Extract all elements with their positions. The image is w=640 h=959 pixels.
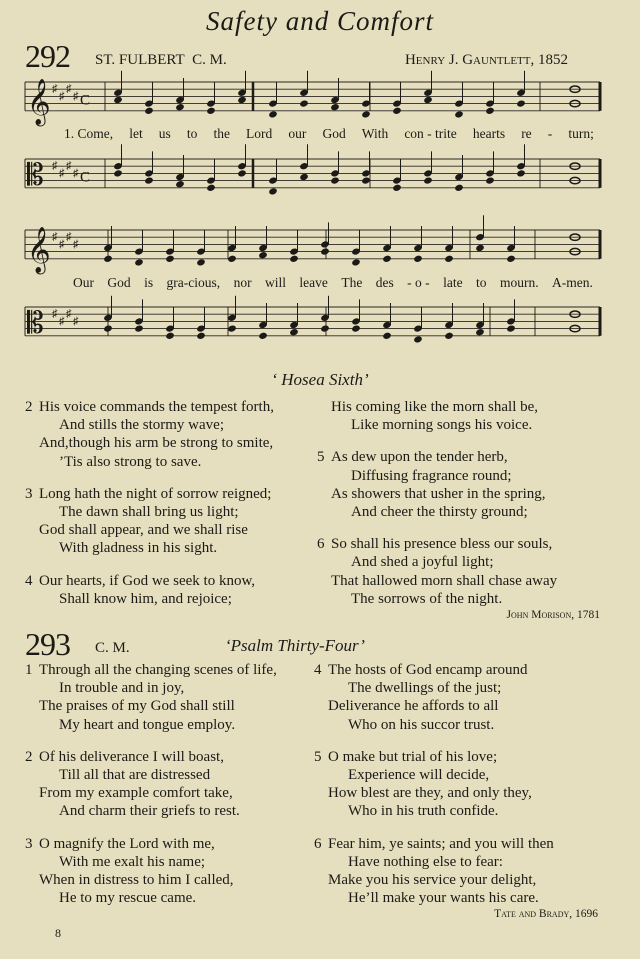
note-head (320, 247, 330, 255)
sharp-icon: ♯ (66, 308, 72, 321)
verse-line (328, 871, 554, 889)
note-head (361, 110, 371, 118)
verse (25, 748, 277, 821)
note-head (144, 107, 154, 115)
verse-text: Of his deliverance I will boast, (39, 748, 224, 765)
lyric-syllable: to (476, 275, 487, 290)
lyric-syllable: let (129, 126, 143, 141)
verse (25, 398, 274, 471)
verse-line (331, 416, 557, 434)
verse-line (317, 448, 557, 466)
hymn-293-right-column (314, 661, 554, 921)
lyric-syllable: God (107, 275, 131, 290)
lyric-syllable: late (443, 275, 463, 290)
note-head (475, 244, 485, 252)
verse-text: When in distress to him I called, (39, 872, 234, 889)
verse-number: 4 (25, 572, 33, 589)
lyric-syllable: Lord (246, 126, 273, 141)
verse-text: Who in his truth confide. (348, 803, 499, 820)
verse-text: With gladness in his sight. (59, 540, 218, 557)
lyric-syllable: to (186, 126, 198, 141)
verse-text: In trouble and in joy, (59, 680, 185, 697)
sharp-icon: ♯ (52, 308, 58, 321)
verse (25, 572, 274, 608)
verse-text: Shall know him, and rejoice; (59, 590, 232, 607)
page-number: 8 (55, 926, 61, 940)
note-head (454, 184, 464, 192)
verse-number: 3 (25, 835, 33, 852)
note-head (423, 176, 433, 184)
verse-text: Our hearts, if God we seek to know, (39, 572, 256, 589)
hymn-293-left-column (25, 661, 277, 921)
note-head (113, 169, 123, 177)
note-head (330, 176, 340, 184)
note-head (134, 324, 144, 332)
note-head (237, 169, 247, 177)
text-title-292: ‘ Hosea Sixth’ (271, 370, 369, 389)
author-293: Tate and Brady, 1696 (494, 908, 598, 920)
verse-line (39, 716, 277, 734)
note-head (206, 184, 216, 192)
verse-text: The hosts of God encamp around (328, 662, 528, 678)
note-head (289, 255, 299, 263)
note-head (444, 255, 454, 263)
verse-line (328, 697, 554, 715)
verse-line (331, 590, 557, 608)
verse-text: And charm their griefs to rest. (59, 803, 240, 820)
note-head (103, 324, 113, 332)
verse-text: He’ll make your wants his care. (348, 890, 539, 907)
sharp-icon: ♯ (73, 238, 79, 251)
verse-line (314, 661, 554, 679)
note-head (475, 328, 485, 336)
sharp-icon: ♯ (66, 83, 72, 96)
verse-number: 5 (317, 449, 325, 466)
note-head (175, 103, 185, 111)
verse-line (328, 679, 554, 697)
note-head (299, 99, 309, 107)
page-title: Safety and Comfort (206, 6, 434, 36)
verse-line (25, 485, 274, 503)
bass-clef-icon: 𝄡 (27, 306, 44, 340)
verse-line (314, 748, 554, 766)
bass-clef-icon: 𝄡 (27, 158, 44, 192)
note-head (268, 110, 278, 118)
lyric-syllable: Our (73, 275, 94, 290)
lyric-syllable: re (521, 126, 532, 141)
verse-line (39, 802, 277, 820)
hymn-292-right-column (317, 398, 557, 622)
verse-text: And stills the stormy wave; (59, 417, 224, 434)
verse-line (328, 784, 554, 802)
sharp-icon: ♯ (73, 90, 79, 103)
lyrics-line-1 (64, 126, 594, 142)
verse-line (39, 871, 277, 889)
verse-text: How blest are they, and only they, (328, 785, 532, 802)
lyric-syllable: - (547, 126, 553, 141)
text-title-293: ‘Psalm Thirty-Four’ (225, 636, 365, 655)
lyrics-line-2 (73, 275, 593, 291)
note-head (392, 184, 402, 192)
hymn-number-293: 293 (25, 626, 70, 662)
note-head (320, 324, 330, 332)
verse-text: The praises of my God shall still (39, 698, 235, 715)
note-head (516, 99, 526, 107)
note-head (227, 324, 237, 332)
verse (25, 661, 277, 734)
verse-line (39, 697, 277, 715)
lyric-syllable: nor (233, 275, 252, 290)
verse-line (317, 535, 557, 553)
verse-text: Like morning songs his voice. (351, 417, 533, 434)
verse (25, 485, 274, 558)
lyric-syllable: hearts (472, 126, 506, 141)
lyric-syllable: A-men. (552, 275, 593, 290)
verse-line (25, 398, 274, 416)
verse-line (39, 679, 277, 697)
sharp-icon: ♯ (52, 231, 58, 244)
sharp-icon: ♯ (66, 231, 72, 244)
verse-line (331, 572, 557, 590)
sharp-icon: ♯ (52, 160, 58, 173)
verse-text: Have nothing else to fear: (348, 853, 503, 870)
verse-text: O make but trial of his love; (328, 748, 498, 765)
verse-line (39, 889, 277, 907)
verse-text: The dwellings of the just; (348, 680, 502, 697)
verse-text: God shall appear, and we shall rise (39, 522, 248, 539)
note-head (351, 324, 361, 332)
lyric-syllable: our (288, 126, 307, 141)
sharp-icon: ♯ (73, 167, 79, 180)
note-head (413, 255, 423, 263)
note-head (258, 332, 268, 340)
verse-number: 4 (314, 662, 322, 678)
verse (317, 398, 557, 434)
verse-text: And,though his arm be strong to smite, (39, 435, 274, 452)
verse-text: He to my rescue came. (59, 890, 197, 907)
music-score (0, 0, 640, 360)
verse-text: Till all that are distressed (59, 767, 211, 784)
sharp-icon: ♯ (59, 238, 65, 251)
verse-number: 5 (314, 748, 322, 765)
note-head (165, 332, 175, 340)
verse (314, 835, 554, 908)
verse-line (317, 398, 557, 416)
verse-line (328, 716, 554, 734)
note-head (485, 107, 495, 115)
verse-number: 2 (25, 399, 33, 415)
hymn-number-292: 292 (25, 38, 70, 74)
verse-text: With me exalt his name; (59, 853, 206, 870)
lyric-syllable: leave (299, 275, 328, 290)
verse-text: Diffusing fragrance round; (351, 467, 512, 484)
note-head (444, 332, 454, 340)
note-head (351, 258, 361, 266)
verse-text: And cheer the thirsty ground; (351, 504, 528, 521)
verse-line (39, 453, 274, 471)
author-292: John Morison, 1781 (506, 609, 600, 621)
verse-text: His coming like the morn shall be, (331, 399, 539, 415)
sharp-icon: ♯ (52, 83, 58, 96)
note-head (289, 328, 299, 336)
verse-text: Who on his succor trust. (348, 716, 495, 733)
note-head (506, 255, 516, 263)
verse-text: Make you his service your delight, (328, 872, 537, 889)
note-head (454, 110, 464, 118)
note-head (144, 176, 154, 184)
verse-line (39, 521, 274, 539)
verse-text: Long hath the night of sorrow reigned; (39, 485, 272, 502)
verse-line (39, 503, 274, 521)
common-time-icon: C (80, 169, 91, 186)
note-head (423, 96, 433, 104)
lyric-syllable: The (341, 275, 363, 290)
lyric-syllable: - o - (407, 275, 430, 290)
verse-line (39, 416, 274, 434)
note-head (382, 255, 392, 263)
verse-text: From my example comfort take, (39, 785, 233, 802)
note-head (165, 255, 175, 263)
verse (317, 448, 557, 521)
note-head (506, 324, 516, 332)
verse-line (331, 485, 557, 503)
verse-line (39, 853, 277, 871)
note-head (268, 187, 278, 195)
verse-line (331, 553, 557, 571)
verse-number: 3 (25, 485, 33, 502)
note-head (103, 255, 113, 263)
verse-line (331, 503, 557, 521)
note-head (516, 169, 526, 177)
verse-number: 6 (314, 835, 322, 852)
lyric-syllable: des (375, 275, 394, 290)
verse-text: The sorrows of the night. (351, 590, 503, 607)
note-head (382, 332, 392, 340)
verse-line (25, 572, 274, 590)
lyric-syllable: the (213, 126, 230, 141)
tune-title: ST. FULBERT (95, 52, 185, 68)
verse-line (25, 748, 277, 766)
note-head (413, 335, 423, 343)
verse (314, 661, 554, 734)
hymn-292-left-column (25, 398, 274, 622)
note-head (196, 258, 206, 266)
note-head (258, 251, 268, 259)
note-head (330, 103, 340, 111)
verse-text: His voice commands the tempest forth, (39, 399, 274, 415)
sharp-icon: ♯ (59, 315, 65, 328)
verse (314, 748, 554, 821)
note-head (299, 173, 309, 181)
verse-text: Experience will decide, (348, 767, 490, 784)
lyric-syllable: With (361, 126, 389, 141)
note-head (196, 332, 206, 340)
verse-line (39, 539, 274, 557)
verse-line (39, 590, 274, 608)
sharp-icon: ♯ (59, 90, 65, 103)
sharp-icon: ♯ (73, 315, 79, 328)
verse-line (39, 766, 277, 784)
verse-line (314, 835, 554, 853)
verse-number: 2 (25, 748, 33, 765)
verse-line (328, 802, 554, 820)
verse-text: As showers that usher in the spring, (331, 485, 546, 502)
note-head (113, 96, 123, 104)
note-head (237, 96, 247, 104)
verse-line (25, 835, 277, 853)
verse-text: The dawn shall bring us light; (59, 504, 239, 521)
treble-clef-icon: 𝄞 (27, 226, 51, 272)
verse-text: O magnify the Lord with me, (39, 835, 215, 852)
note-head (134, 258, 144, 266)
sharp-icon: ♯ (59, 167, 65, 180)
verse-text: Fear him, ye saints; and you will then (328, 835, 554, 852)
meter: C. M. (192, 52, 227, 68)
lyric-syllable: will (264, 275, 286, 290)
verse-line (331, 467, 557, 485)
note-head (175, 180, 185, 188)
lyric-syllable: con - trite (404, 126, 457, 141)
lyric-syllable: is (144, 275, 154, 290)
verse-line (328, 766, 554, 784)
lyric-syllable: gra-cious, (166, 275, 221, 290)
note-head (227, 255, 237, 263)
lyric-syllable: God (322, 126, 346, 141)
lyric-syllable: turn; (568, 126, 594, 141)
treble-clef-icon: 𝄞 (27, 78, 51, 124)
composer: Henry J. Gauntlett, 1852 (404, 52, 568, 68)
verse-text: As dew upon the tender herb, (331, 449, 508, 466)
verse-line (39, 434, 274, 452)
verse-line (39, 784, 277, 802)
verse-line (328, 889, 554, 907)
verse-line (25, 661, 277, 679)
lyric-syllable: mourn. (499, 275, 539, 290)
lyric-syllable: 1. Come, (64, 126, 114, 141)
meter-293: C. M. (95, 640, 130, 656)
verse-number: 1 (25, 662, 33, 678)
note-head (485, 176, 495, 184)
verse-text: ’Tis also strong to save. (59, 453, 202, 470)
verse-text: So shall his presence bless our souls, (331, 536, 553, 553)
lyric-syllable: us (158, 126, 171, 141)
verse-number: 6 (317, 536, 325, 553)
verse-line (328, 853, 554, 871)
verse-text: That hallowed morn shall chase away (331, 572, 558, 589)
note-head (392, 107, 402, 115)
verse-text: And shed a joyful light; (351, 554, 494, 571)
note-head (206, 107, 216, 115)
verse-text: Deliverance he affords to all (328, 698, 499, 715)
verse (317, 535, 557, 608)
verse-text: Through all the changing scenes of life, (39, 662, 277, 678)
sharp-icon: ♯ (66, 160, 72, 173)
verse-text: My heart and tongue employ. (59, 716, 236, 733)
verse (25, 835, 277, 908)
note-head (361, 176, 371, 184)
common-time-icon: C (80, 92, 91, 109)
